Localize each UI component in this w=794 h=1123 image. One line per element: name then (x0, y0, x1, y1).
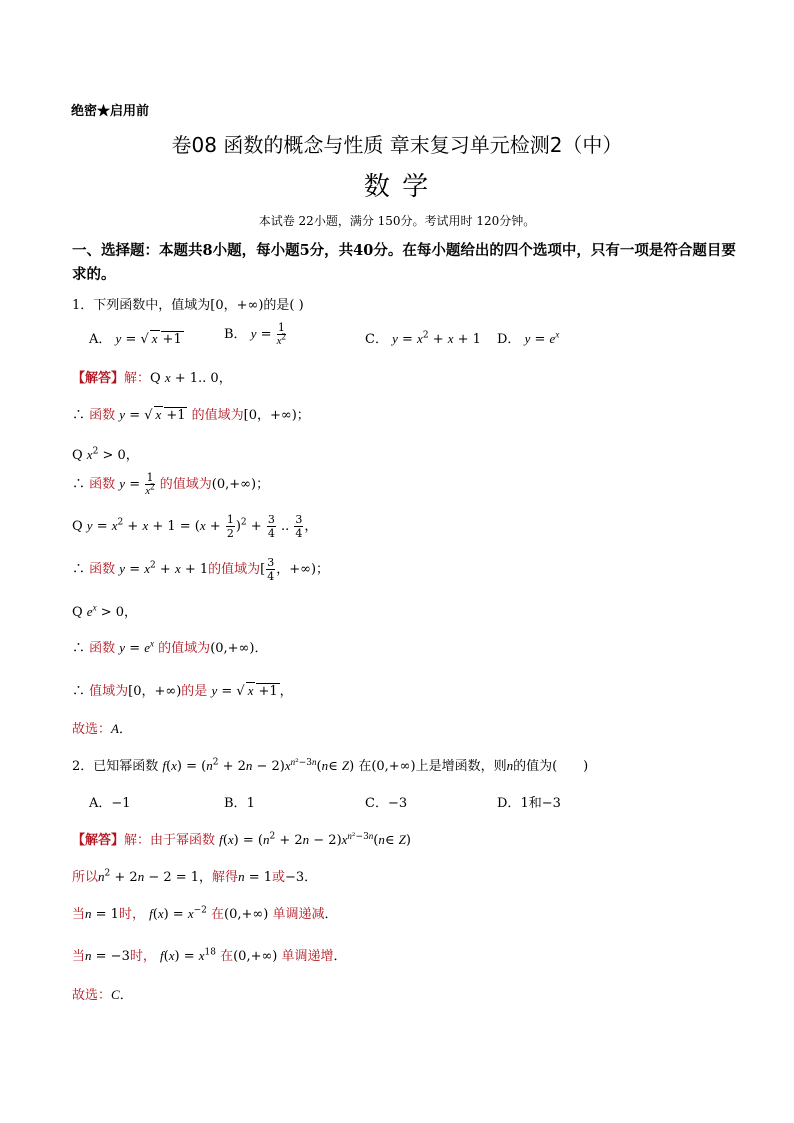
q1-stem: 1．下列函数中，值域为[0，+∞)的是( ) (72, 298, 304, 313)
q1-answer-line-7: Q $e^x > 0$， (72, 602, 138, 620)
page-title: 卷08 函数的概念与性质 章末复习单元检测2（中） (171, 133, 623, 157)
q1-answer-line-1: 【解答】解：Q x + 1.. 0， (72, 370, 232, 386)
q2-option-d: D．1和−3 (497, 796, 561, 811)
q2-answer-line-2: 所以$n^2 + 2n - 2 = 1$，解得n = 1或−3． (72, 868, 318, 885)
q2-option-c: C．−3 (365, 796, 408, 811)
section-heading-line1: 一、选择题：本题共8小题，每小题5分，共40分。在每小题给出的四个选项中，只有一项是符合题目要 (72, 242, 736, 259)
q2-answer-line-4: 当n = −3时， $f(x) = x^{18}$ 在(0,+∞) 单调递增． (72, 947, 347, 964)
q2-answer-line-5: 故选：C． (72, 987, 133, 1003)
q1-answer-line-10: 故选：A． (72, 721, 132, 737)
q1-option-d: D． $y = e^x$ (497, 329, 560, 347)
q1-answer-line-9: ∴ 值域为[0，+∞)的是 y = √ x +1 ， (72, 683, 293, 699)
subject-title: 数 学 (363, 172, 431, 202)
exam-info: 本试卷 22小题，满分 150分。考试用时 120分钟。 (258, 214, 536, 228)
q1-option-b: B． y = $\frac{1}{x^2}$ (224, 321, 287, 347)
q1-answer-line-6: ∴ 函数 $y = x^2 + x + 1$的值域为[ $\frac{3}{4}$ ，+∞)； (72, 556, 330, 583)
q1-option-a: A． y = √ x +1 (89, 331, 182, 347)
section-heading-line2: 求的。 (72, 266, 116, 283)
q1-option-c: C． $y = x^2 + x + 1$ (365, 330, 481, 347)
q1-answer-line-8: ∴ 函数 $y = e^x$ 的值域为(0,+∞)． (72, 638, 268, 656)
q1-answer-line-5: Q $y = x^2 + x + 1 = (x$ + $\frac{1}{2}$ )$^2$ + $\frac{3}{4}$ .. $\frac{3}{4}$ ， (72, 513, 318, 540)
q2-answer-line-1: 【解答】解：由于幂函数 $f(x) = (n^2 + 2n$ − $2)x^{n^2-3n}(n\in$ Z) (72, 830, 411, 848)
q1-answer-line-4: ∴ 函数 y = $\frac{1}{x^2}$ 的值域为(0,+∞)； (72, 471, 270, 497)
q2-option-a: A．−1 (89, 796, 131, 811)
q1-answer-line-3: Q $x^2 > 0$， (72, 446, 139, 463)
q1-answer-line-2: ∴ 函数 y = √ x +1 的值域为[0，+∞)； (72, 407, 310, 423)
q2-option-b: B．1 (224, 796, 255, 811)
confidential-label: 绝密★启用前 (71, 104, 150, 119)
q2-stem: 2．已知幂函数 $f(x) = (n^2 + 2n$ − $2)x^{n^2-3n}(n\in$ Z) 在(0,+∞)上是增函数，则n的值为( ) (72, 756, 589, 774)
q2-answer-line-3: 当n = 1时， $f(x) = x^{-2}$ 在(0,+∞) 单调递减． (72, 905, 338, 922)
